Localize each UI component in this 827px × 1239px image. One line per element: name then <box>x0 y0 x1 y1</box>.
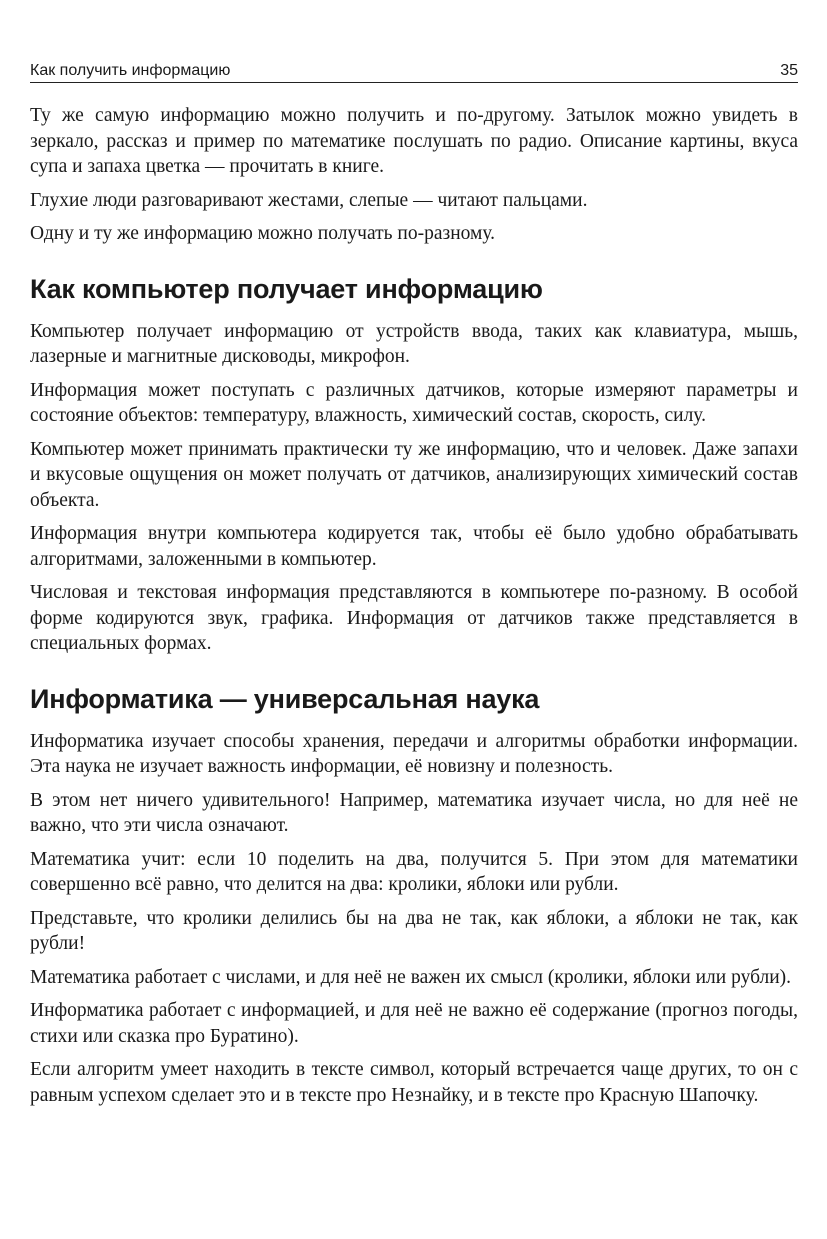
section-heading: Как компьютер получает информацию <box>30 273 543 304</box>
paragraph: Компьютер получает информацию от устройств ввода, таких как клавиатура, мышь, лазерные и магнитные дисководы, микрофон. <box>30 320 798 367</box>
paragraph: Информатика изучает способы хранения, передачи и алгоритмы обработки информации. Эта наука не изучает важность информации, её новизну и полезность. <box>30 730 798 777</box>
section-heading: Информатика — универсальная наука <box>30 683 540 714</box>
paragraph: Одну и ту же информацию можно получать по-разному. <box>30 223 496 244</box>
paragraph: Представьте, что кролики делились бы на два не так, как яблоки, а яблоки не так, как рубли! <box>30 907 798 954</box>
paragraph: Компьютер может принимать практически ту же информацию, что и человек. Даже запахи и вкусовые ощущения он может получать от датчиков, анализирующих химический состав объекта. <box>30 438 798 511</box>
page-number: 35 <box>780 62 798 79</box>
paragraph: Информация может поступать с различных датчиков, которые измеряют параметры и состояние объектов: температуру, влажность, химический состав, скорость, силу. <box>30 379 798 426</box>
paragraph: Информатика работает с информацией, и для неё не важно её содержание (прогноз погоды, стихи или сказка про Буратино). <box>30 1000 798 1047</box>
paragraph: Информация внутри компьютера кодируется так, чтобы её было удобно обрабатывать алгоритмами, заложенными в компьютер. <box>30 523 798 570</box>
page-content <box>30 103 798 1116</box>
paragraph: Математика работает с числами, и для неё не важен их смысл (кролики, яблоки или рубли). <box>30 966 792 988</box>
paragraph: Числовая и текстовая информация представляются в компьютере по-разному. В особой форме кодируются звук, графика. Информация от датчиков также представляется в специальных формах. <box>30 582 798 654</box>
paragraph: Ту же самую информацию можно получить и по-другому. Затылок можно увидеть в зеркало, рассказ и пример по математике послушать по радио. Описание картины, вкуса супа и запаха цветка — прочитать в книге. <box>30 105 798 177</box>
paragraph: Математика учит: если 10 поделить на два, получится 5. При этом для математики совершенно всё равно, что делится на два: кролики, яблоки или рубли. <box>30 848 798 895</box>
running-header <box>30 60 798 83</box>
paragraph: В этом нет ничего удивительного! Например, математика изучает числа, но для неё не важно, что эти числа означают. <box>30 789 798 836</box>
paragraph: Если алгоритм умеет находить в тексте символ, который встречается чаще других, то он с равным успехом сделает это и в тексте про Незнайку, и в тексте про Красную Шапочку. <box>30 1059 798 1106</box>
chapter-title: Как получить информацию <box>30 62 231 79</box>
paragraph: Глухие люди разговаривают жестами, слепые — читают пальцами. <box>30 189 588 211</box>
